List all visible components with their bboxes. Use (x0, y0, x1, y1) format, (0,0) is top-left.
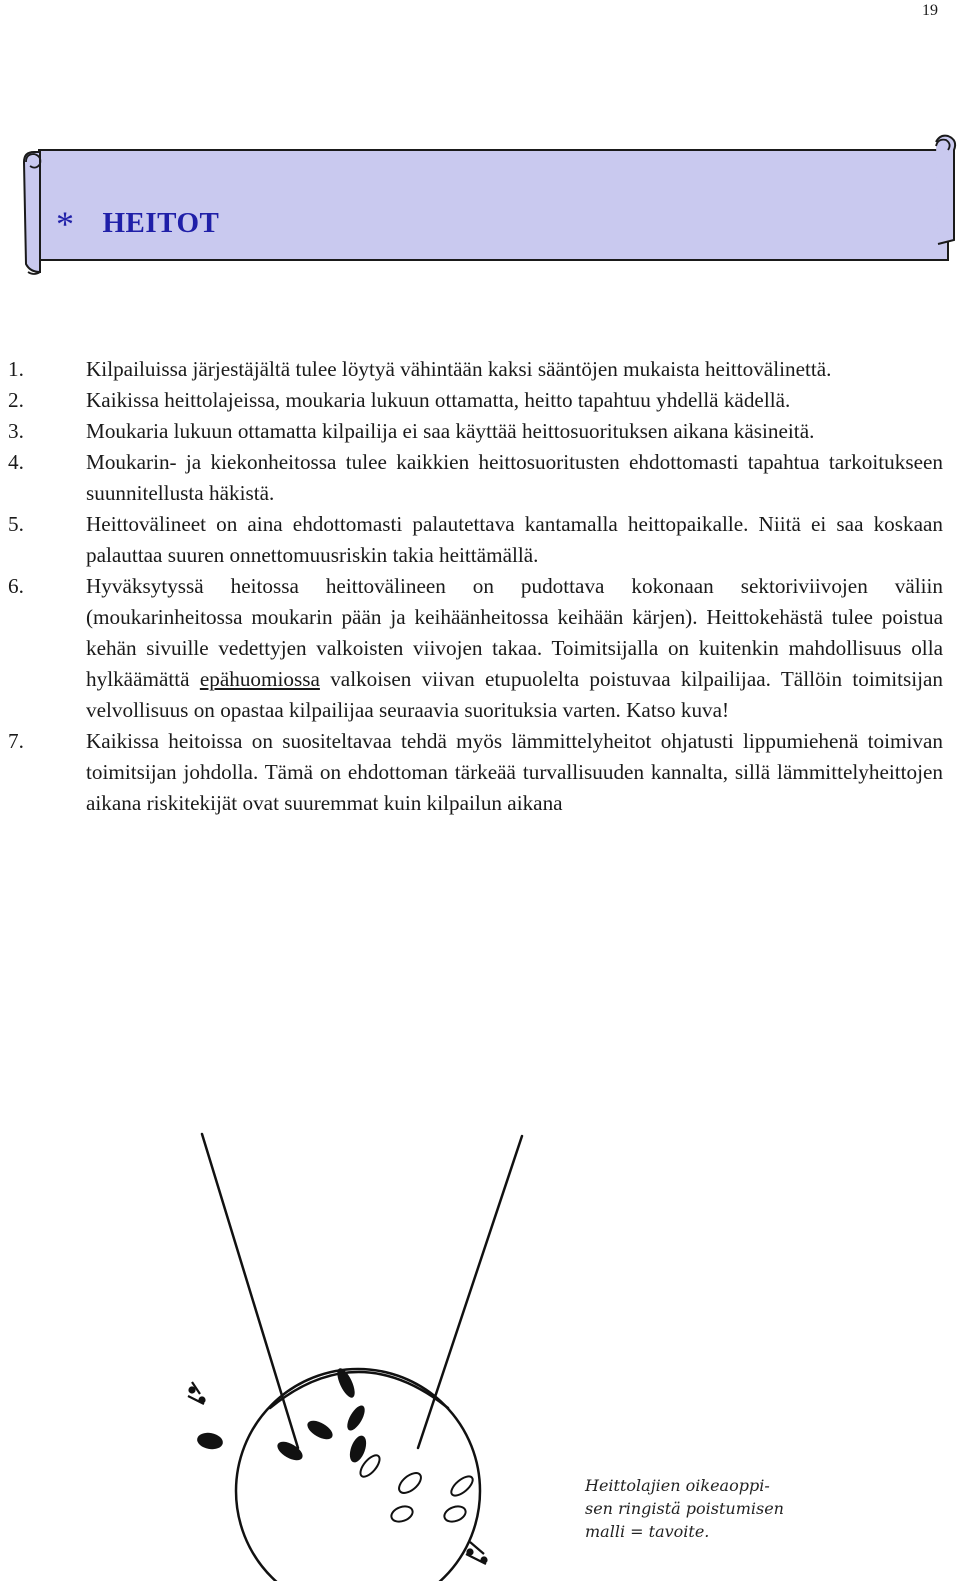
rule-text (86, 726, 943, 819)
caption-line: Heittolajien oikeaoppi- (585, 1476, 770, 1495)
rule-text-part: Kilpailuissa järjestäjältä tulee löytyä vähintään kaksi sääntöjen mukaista heittovälinettä. (86, 357, 832, 381)
underlined-word: epähuomiossa (199, 667, 320, 691)
caption-line: malli = tavoite. (585, 1522, 710, 1541)
footprints-light (357, 1452, 476, 1524)
rule-text-part: Heittovälineet on aina ehdottomasti palautettava kantamalla heittopaikalle. Niitä ei saa koskaan palauttaa suuren onnettomuusriskin takia heittämällä. (86, 512, 943, 567)
rule-item (8, 416, 943, 447)
section-banner (18, 132, 960, 277)
rule-number: 3. (8, 419, 24, 443)
rules-list (8, 354, 943, 819)
rule-text-part: Kaikissa heitoissa on suositeltavaa tehdä myös lämmittelyheitot ohjatusti lippumiehenä toimivan toimitsijan johdolla. Tämä on ehdottoman tärkeää turvallisuuden kannalta, sillä lämmittelyheittojen aikana riskitekijät ovat suuremmat kuin kilpailun aikana (86, 729, 943, 815)
rule-item (8, 509, 943, 571)
throwing-circle (236, 1369, 480, 1581)
rule-number: 6. (8, 574, 24, 598)
rule-item (8, 571, 943, 726)
rule-text (86, 571, 943, 726)
rule-text-part: Moukarin- ja kiekonheitossa tulee kaikkien heittosuoritusten ehdottomasti tapahtua tarkoitukseen suunnitellusta häkistä. (86, 450, 943, 505)
rule-text (86, 385, 943, 416)
caption-line: sen ringistä poistumisen (585, 1499, 784, 1518)
rule-item (8, 726, 943, 819)
rule-text (86, 509, 943, 571)
sector-line-left (202, 1134, 298, 1448)
rule-number: 4. (8, 450, 24, 474)
banner-title (56, 204, 220, 244)
rule-text-part: Kaikissa heittolajeissa, moukaria lukuun ottamatta, heitto tapahtuu yhdellä kädellä. (86, 388, 791, 412)
rule-number: 7. (8, 729, 24, 753)
rule-text-part: Hyväksytyssä heitossa heittovälineen on pudottava kokonaan sektoriviivojen väliin (moukarinheitossa moukarin pään ja keihäänheitossa keihään kärjen). Heittokehästä tulee poistua kehän sivuille vedettyjen valkoisten viivojen takaa. Toimitsijalla on kuitenkin mahdollisuus olla hylkäämättä (86, 574, 943, 691)
rule-number: 5. (8, 512, 24, 536)
asterisk-icon: * (56, 204, 75, 244)
page-number: 19 (922, 2, 938, 19)
sector-line-right (418, 1136, 522, 1448)
rule-text (86, 354, 943, 385)
rule-text (86, 447, 943, 509)
section-title: HEITOT (102, 206, 220, 239)
rule-number: 1. (8, 357, 24, 381)
rule-number: 2. (8, 388, 24, 412)
rule-item (8, 385, 943, 416)
footprints-dark (196, 1366, 370, 1465)
rule-text (86, 416, 943, 447)
rule-item (8, 447, 943, 509)
rule-item (8, 354, 943, 385)
toe-board-arc (270, 1372, 448, 1408)
rule-text-part: Moukaria lukuun ottamatta kilpailija ei saa käyttää heittosuorituksen aikana käsineitä. (86, 419, 815, 443)
figure-caption (585, 1474, 784, 1543)
crossed-marks (188, 1382, 487, 1564)
rule-text-part: valkoisen viivan etupuolelta poistuvaa kilpailijaa. Tällöin toimitsijan velvollisuus on opastaa kilpailijaa seuraavia suorituksia varten. Katso kuva! (86, 667, 943, 722)
